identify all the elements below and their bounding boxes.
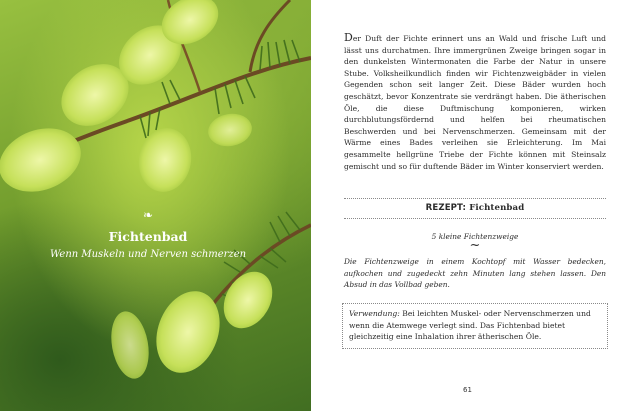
recipe-instructions: Die Fichtenzweige in einem Kochtopf mit Wasser bedecken, aufkochen und zugedeckt zehn Minuten lang stehen lassen. Den Absud in das Vollbad geben. [344,257,606,290]
text-page [311,0,624,411]
recipe-name: Fichtenbad [469,203,525,213]
caption-subtitle: Wenn Muskeln und Nerven schmerzen [49,249,247,260]
usage-box [342,303,608,349]
recipe-label: REZEPT: [425,203,467,213]
recipe-top-rule [344,198,606,199]
intro-paragraph [344,32,606,172]
usage-label: Verwendung: [349,309,400,318]
usage-text: Bei leichten Muskel- oder Nervenschmerzen und wenn die Atemwege verlegt sind. Das Fichtenbad bietet gleichzeitig eine Inhalation ihrer ätherischen Öle. [349,309,591,342]
spruce-photo [0,0,311,411]
tilde-divider-icon: ~ [469,238,481,253]
page-number: 61 [463,386,472,394]
intro-text: er Duft der Fichte erinnert uns an Wald und frische Luft und lässt uns durchatmen. Ihre immergrünen Zweige bringen sogar in den dunkelsten Wintermonaten die Farbe der Natur in unsere Stube. Volksheilkundlich finden wir Fichtenzweigbäder in vielen Gegenden schon seit langer Zeit. Diese Bäder wurden hoch geschätzt, bevor Konzentrate sie verdrängt haben. Die ätherischen Öle, die diese Duftmischung komponieren, wirken durchblutungsfördernd und helfen bei rheumatischen Beschwerden und bei Nervenschmerzen. Gemeinsam mit der Wärme eines Bades verleihen sie Erleichterung. Im Mai gesammelte hellgrüne Triebe der Fichte können mit Steinsalz gemischt und so für duftende Bäder im Winter konserviert werden. [344,34,606,171]
caption-title: Fichtenbad [108,229,188,244]
spruce-branch-illustration [0,0,311,411]
drop-cap: D [344,31,353,44]
ingredient-line: 5 kleine Fichtenzweige [431,232,519,241]
recipe-heading [344,203,606,213]
caption-ornament-icon: ❧ [142,208,154,222]
photo-caption [0,208,296,263]
recipe-bottom-rule [344,218,606,219]
